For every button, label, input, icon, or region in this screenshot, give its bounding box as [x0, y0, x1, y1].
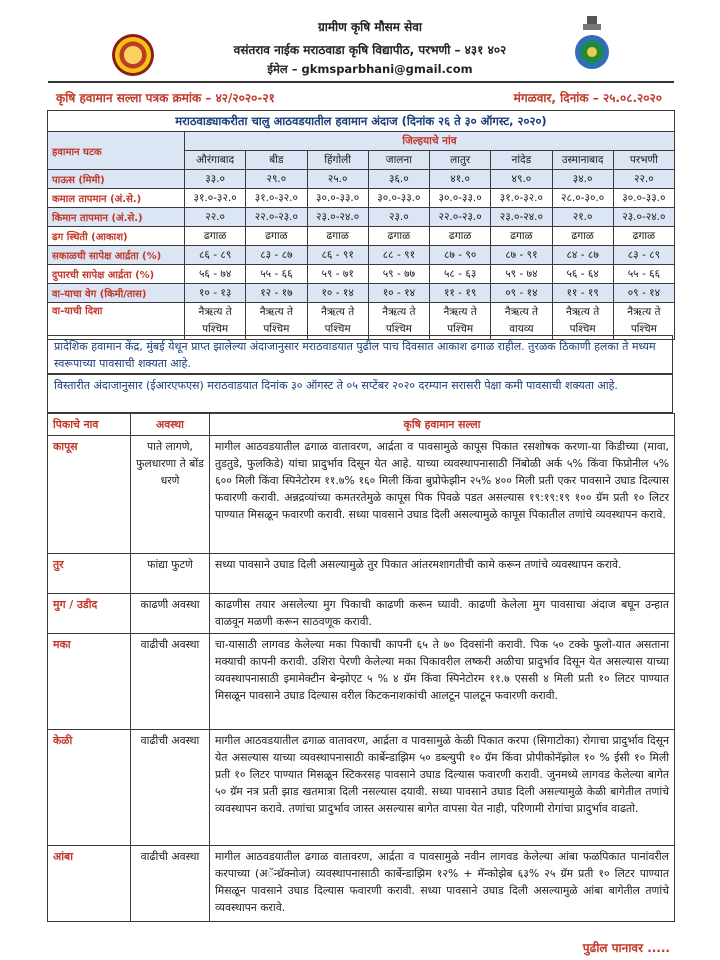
cell: ३०.०-३३.० [430, 189, 491, 208]
table-row [48, 846, 675, 922]
crop-advice: मागील आठवडयातील ढगाळ वातावरण, आर्द्रता व पावसामुळे कापूस पिकात रसशोषक करणा-या किडीच्या (मावा, तुडतुडे, फुलकिडे) यांचा प्रादुर्भाव दिसून येत आहे. याच्या व्यवस्थापनासाठी निंबोळी अर्क ५% किंवा फिप्रोनील ५% ६०० मिली किंवा स्पिनेटोरम ११.७% १६० मिली किंवा बुप्रोफेझीन २५% ४०० मिली प्रती एकर पावसाने उघाड दिल्यास फवारणी करावी. अन्नद्रव्यांच्या कमतरतेमुळे कापूस पिक पिवळे पडत असल्यास १९:१९:१९ १०० ग्रॅम प्रती १० लिटर पाण्यात मिसळून फवारणी करावी. सध्या पावसाने उघाड दिली असल्यामुळे कापूस पिकातील तणांचे व्यवस्थापन करावे. [210, 436, 675, 554]
bulletin-date: मंगळवार, दिनांक – २५.०८.२०२० [513, 91, 662, 105]
crop-advice: मागील आठवडयातील ढगाळ वातावरण, आर्द्रता व पावसामुळे केळी पिकात करपा (सिगाटोका) रोगाचा प्रादुर्भाव दिसून येत असल्यास याच्या व्यवस्थापनासाठी कार्बेन्डाझिम ५० डब्ल्युपी १० ग्रॅम किंवा प्रोपीकोनॅझोल १० % ईसी १० मिली प्रती १० लिटर पाण्यात मिसळून स्टिकरसह पावसाने उघाड दिल्यास फवारणी करावी. जुनमध्ये लागवड केलेल्या बागेत ५० ग्रॅम नत्र प्रती झाड खतमात्रा दिली नसल्यास दयावी. सध्या पावसाने उघाड दिली असल्यामुळे केळी बागेतील तणांचे व्यवस्थापन करावे. तणांचा प्रादुर्भाव जास्त असल्यास बागेत वापसा येत नाही, परिणामी रोगांचा प्रादुर्भाव वाढतो. [210, 730, 675, 846]
letterhead [0, 0, 720, 80]
crop-stage: वाढीची अवस्था [131, 846, 210, 922]
cell: नैऋत्य ते पश्चिम [307, 303, 368, 340]
cell: ८३ - ८७ [246, 246, 307, 265]
row-label: दुपारची सापेक्ष आर्द्रता (%) [48, 265, 185, 284]
crop-stage: काढणी अवस्था [131, 594, 210, 634]
row-label: पाऊस (मिमी) [48, 170, 185, 189]
cell: ५६ - ६४ [552, 265, 613, 284]
row-label: कमाल तापमान (अं.से.) [48, 189, 185, 208]
cell: १० - १४ [368, 284, 429, 303]
crop-name: मुग / उडीद [48, 594, 131, 634]
imd-emblem-icon [572, 14, 612, 76]
table-row [48, 554, 675, 594]
cell: नैऋत्य ते पश्चिम [552, 303, 613, 340]
continued-next-page: पुढील पानावर ..... [582, 941, 670, 955]
cell: २५.० [307, 170, 368, 189]
cell: ३०.०-३३.० [368, 189, 429, 208]
cell: २२.०-२३.० [246, 208, 307, 227]
table-row [48, 730, 675, 846]
table-row [48, 227, 675, 246]
cell: नैऋत्य ते वायव्य [491, 303, 552, 340]
cell: २९.० [246, 170, 307, 189]
cell: २१.० [552, 208, 613, 227]
cell: ०९ - १४ [613, 284, 674, 303]
cell: ५८ - ६३ [430, 265, 491, 284]
crop-name: आंबा [48, 846, 131, 922]
district-name: परभणी [613, 151, 674, 170]
cell: २३.०-२४.० [613, 208, 674, 227]
cell: ५६ - ७४ [185, 265, 246, 284]
cell: नैऋत्य ते पश्चिम [613, 303, 674, 340]
row-label: किमान तापमान (अं.से.) [48, 208, 185, 227]
crop-stage: पाते लागणे, फुलधारणा ते बोंड धरणे [131, 436, 210, 554]
cell: १२ - १७ [246, 284, 307, 303]
cell: ८४ - ८७ [552, 246, 613, 265]
table-row [48, 303, 675, 340]
district-name: हिंगोली [307, 151, 368, 170]
crop-advice: काढणीस तयार असलेल्या मुग पिकाची काढणी करून घ्यावी. काढणी केलेला मुग पावसाचा अंदाज बघून उन्हात वाळवून मळणी करून साठवणूक करावी. [210, 594, 675, 634]
cell: नैऋत्य ते पश्चिम [368, 303, 429, 340]
row-label: वा-याचा वेग (किमी/तास) [48, 284, 185, 303]
cell: ढगाळ [491, 227, 552, 246]
header-divider [48, 81, 674, 83]
forecast-title: मराठवाड्याकरीता चालु आठवडयातील हवामान अंदाज (दिनांक २६ ते ३० ऑगस्ट, २०२०) [48, 111, 675, 132]
university-logo [112, 34, 154, 76]
crop-advice: सध्या पावसाने उघाड दिली असल्यामुळे तुर पिकात आंतरमशागतीची कामे करून तणांचे व्यवस्थापन करावे. [210, 554, 675, 594]
bulletin-number: कृषि हवामान सल्ला पत्रक क्रमांक – ४२/२०२०-२१ [56, 91, 275, 105]
cell: ०९ - १४ [491, 284, 552, 303]
cell: ३१.०-३२.० [491, 189, 552, 208]
cell: नैऋत्य ते पश्चिम [246, 303, 307, 340]
cell: ३०.०-३३.० [307, 189, 368, 208]
crop-name: केळी [48, 730, 131, 846]
advice-header: कृषि हवामान सल्ला [210, 414, 675, 436]
cell: २३.०-२४.० [491, 208, 552, 227]
cell: २३.०-२४.० [307, 208, 368, 227]
cell: ३३.० [185, 170, 246, 189]
cell: २३.० [368, 208, 429, 227]
table-row [48, 265, 675, 284]
cell: ३४.० [552, 170, 613, 189]
crop-advisory-table [47, 413, 675, 922]
cell: ढगाळ [185, 227, 246, 246]
weather-forecast-table [47, 110, 675, 340]
crop-name: मका [48, 634, 131, 730]
crop-stage: वाढीची अवस्था [131, 634, 210, 730]
district-name: जालना [368, 151, 429, 170]
crop-header: पिकाचे नाव [48, 414, 131, 436]
cell: नैऋत्य ते पश्चिम [430, 303, 491, 340]
table-row [48, 208, 675, 227]
cell: ५५ - ६६ [246, 265, 307, 284]
crop-advice: चा-यासाठी लागवड केलेल्या मका पिकाची कापनी ६५ ते ७० दिवसांनी करावी. पिक ५० टक्के फुलो-यात असताना मक्याची कापनी करावी. उशिरा पेरणी केलेल्या मका पिकावरील लष्करी अळीचा प्रादुर्भाव दिसून येत असल्यास याच्या व्यवस्थापनासाठी इमामेक्टीन बेन्झोएट ५ % ४ ग्रॅम किंवा स्पिनेटोरम ११.७ एससी ४ मिली प्रती १० लिटर पाण्यात मिसळून पावसाने उघाड दिल्यास वरील किटकनाशकांची आलटून पालटून फवारणी करावी. [210, 634, 675, 730]
crop-stage: फांद्या फुटणे [131, 554, 210, 594]
university-address: वसंतराव नाईक मराठवाडा कृषि विद्यापीठ, परभणी – ४३१ ४०२ [233, 43, 507, 57]
row-label: वा-याची दिशा [48, 303, 185, 340]
crop-name: तुर [48, 554, 131, 594]
param-header: हवामान घटक [48, 132, 185, 170]
cell: ८६ - ९१ [307, 246, 368, 265]
regional-forecast-note: प्रादेशिक हवामान केंद्र, मुंबई येथून प्राप्त झालेल्या अंदाजानुसार मराठवाडयात पुढील पाच दिवसात आकाश ढगाळ राहील. तुरळक ठिकाणी हलका ते मध्यम स्वरूपाच्या पावसाची शक्यता आहे. [47, 335, 673, 374]
cell: १० - १३ [185, 284, 246, 303]
table-row [48, 284, 675, 303]
cell: ४९.० [491, 170, 552, 189]
district-name: लातुर [430, 151, 491, 170]
row-label: सकाळची सापेक्ष आर्द्रता (%) [48, 246, 185, 265]
cell: २२.०-२३.० [430, 208, 491, 227]
table-row [48, 189, 675, 208]
cell: २२.० [185, 208, 246, 227]
cell: ५९ - ७४ [491, 265, 552, 284]
email-line: ईमेल – gkmsparbhani@gmail.com [267, 62, 473, 76]
district-name: नांदेड [491, 151, 552, 170]
cell: ८६ - ८९ [185, 246, 246, 265]
table-row [48, 170, 675, 189]
cell: ५५ - ६६ [613, 265, 674, 284]
crop-name: कापूस [48, 436, 131, 554]
cell: ढगाळ [552, 227, 613, 246]
cell: १० - १४ [307, 284, 368, 303]
cell: ४१.० [430, 170, 491, 189]
cell: २८.०-३०.० [552, 189, 613, 208]
cell: ८७ - ९० [430, 246, 491, 265]
cell: ११ - १९ [430, 284, 491, 303]
extended-forecast-note: विस्तारीत अंदाजानुसार (ईआरएफएस) मराठवाडयात दिनांक ३० ऑगस्ट ते ०५ सप्टेंबर २०२० दरम्यान सरासरी पेक्षा कमी पावसाची शक्यता आहे. [47, 374, 673, 413]
cell: ढगाळ [430, 227, 491, 246]
cell: २२.० [613, 170, 674, 189]
table-row [48, 634, 675, 730]
district-header: जिल्हयाचे नांव [185, 132, 675, 151]
cell: ढगाळ [613, 227, 674, 246]
table-row [48, 594, 675, 634]
district-name: बीड [246, 151, 307, 170]
crop-stage: वाढीची अवस्था [131, 730, 210, 846]
stage-header: अवस्था [131, 414, 210, 436]
cell: ८३ - ८९ [613, 246, 674, 265]
table-row [48, 436, 675, 554]
crop-advice: मागील आठवडयातील ढगाळ वातावरण, आर्द्रता व पावसामुळे नवीन लागवड केलेल्या आंबा फळपिकात पानांवरील करपाच्या (अॅन्थ्रॅक्नोज) व्यवस्थापनासाठी कार्बेन्डाझिम १२% + मॅन्कोझेब ६३% २५ ग्रॅम प्रती १० लिटर पाण्यात मिसळून पावसाने उघाड दिल्यास फवारणी करावी. सध्या पावसाने उघाड दिली असल्यामुळे आंबा बागेतील तणांचे व्यवस्थापन करावे. [210, 846, 675, 922]
cell: ढगाळ [368, 227, 429, 246]
cell: ३६.० [368, 170, 429, 189]
cell: नैऋत्य ते पश्चिम [185, 303, 246, 340]
cell: ५९ - ७१ [307, 265, 368, 284]
cell: ढगाळ [307, 227, 368, 246]
cell: ८७ - ९१ [491, 246, 552, 265]
cell: ३१.०-३२.० [185, 189, 246, 208]
district-name: उस्मानाबाद [552, 151, 613, 170]
cell: ८८ - ९१ [368, 246, 429, 265]
table-row [48, 246, 675, 265]
row-label: ढग स्थिती (आकाश) [48, 227, 185, 246]
cell: ११ - १९ [552, 284, 613, 303]
cell: ढगाळ [246, 227, 307, 246]
cell: ५९ - ७७ [368, 265, 429, 284]
cell: ३१.०-३२.० [246, 189, 307, 208]
district-name: औरंगाबाद [185, 151, 246, 170]
org-name: ग्रामीण कृषि मौसम सेवा [317, 20, 423, 34]
cell: ३०.०-३३.० [613, 189, 674, 208]
